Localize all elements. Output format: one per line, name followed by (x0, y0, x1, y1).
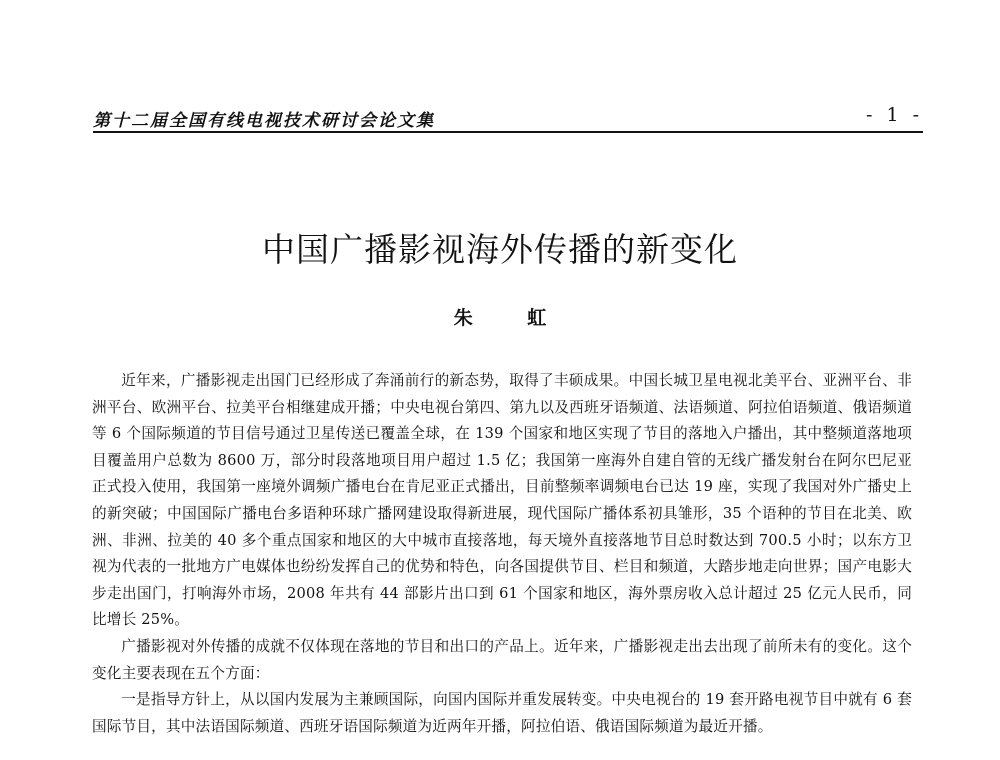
article-body (92, 368, 912, 740)
author-name: 朱 虹 (453, 307, 571, 329)
body-paragraph: 一是指导方针上，从以国内发展为主兼顾国际，向国内国际并重发展转变。中央电视台的 19 套开路电视节目中就有 6 套国际节目，其中法语国际频道、西班牙语国际频道为近两年开播，阿拉伯语、俄语国际频道为最近开播。 (92, 691, 912, 735)
body-paragraph: 近年来，广播影视走出国门已经形成了奔涌前行的新态势，取得了丰硕成果。中国长城卫星电视北美平台、亚洲平台、非洲平台、欧洲平台、拉美平台相继建成开播；中央电视台第四、第九以及西班牙语频道、法语频道、阿拉伯语频道、俄语频道等 6 个国际频道的节目信号通过卫星传送已覆盖全球，在 139 个国家和地区实现了节目的落地入户播出，其中整频道落地项目覆盖用户总数为 8600 万，部分时段落地项目用户超过 1.5 亿；我国第一座海外自建自管的无线广播发射台在阿尔巴尼亚正式投入使用，我国第一座境外调频广播电台在肯尼亚正式播出，目前整频率调频电台已达 19 座，实现了我国对外广播史上的新突破；中国国际广播电台多语种环球广播网建设取得新进展，现代国际广播体系初具雏形，35 个语种的节目在北美、欧洲、非洲、拉美的 40 多个重点国家和地区的大中城市直接落地，每天境外直接落地节目总时数达到 700.5 小时；以东方卫视为代表的一批地方广电媒体也纷纷发挥自己的优势和特色，向各国提供节目、栏目和频道，大踏步地走向世界；国产电影大步走出国门，打响海外市场，2008 年共有 44 部影片出口到 61 个国家和地区，海外票房收入总计超过 25 亿元人民币，同比增长 25%。 (92, 372, 912, 629)
running-header (93, 102, 923, 132)
article-title: 中国广播影视海外传播的新变化 (262, 230, 738, 269)
page-number: - 1 - (865, 104, 923, 126)
body-paragraph: 广播影视对外传播的成就不仅体现在落地的节目和出口的产品上。近年来，广播影视走出去出现了前所未有的变化。这个变化主要表现在五个方面： (92, 637, 912, 682)
series-title: 第十二届全国有线电视技术研讨会论文集 (93, 111, 435, 131)
header-divider (93, 131, 923, 133)
